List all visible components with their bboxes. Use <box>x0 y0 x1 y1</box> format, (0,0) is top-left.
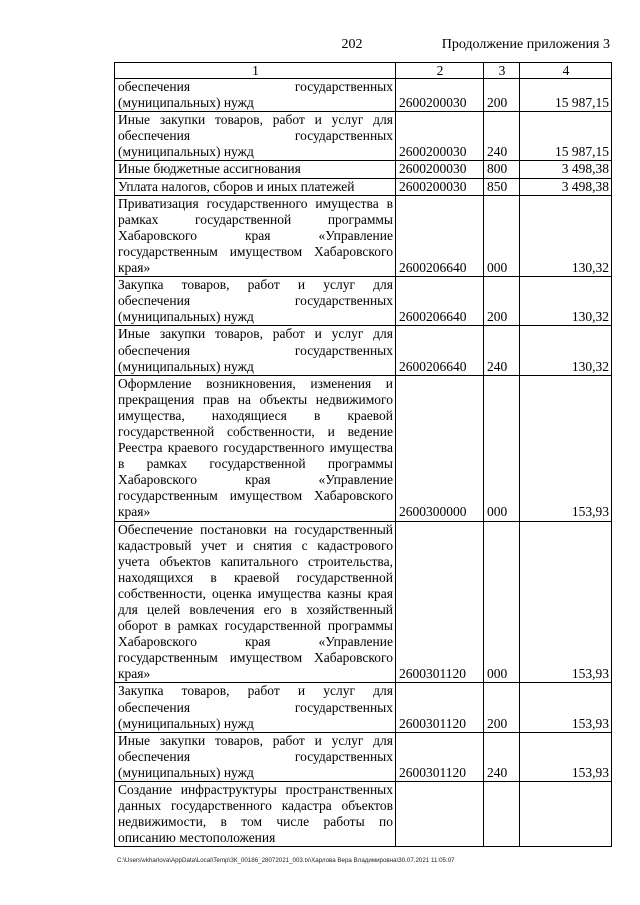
row-type: 200 <box>484 79 520 112</box>
row-type: 000 <box>484 521 520 683</box>
table-header-row <box>115 63 612 79</box>
table-row <box>115 195 612 276</box>
row-name: Оформление возникновения, изменения и прекращения прав на объекты недвижимого имущества, находящиеся в краевой государственной собственности, и ведение Реестра краевого государственного имущества в рамках государственной программы Хабаровского края «Управление государственным имуществом Хабаровского края» <box>115 375 396 521</box>
row-code: 2600206640 <box>396 195 484 276</box>
table-row <box>115 277 612 326</box>
row-type: 800 <box>484 161 520 178</box>
row-code <box>396 782 484 847</box>
row-amount: 153,93 <box>520 732 612 781</box>
row-code: 2600300000 <box>396 375 484 521</box>
row-type <box>484 782 520 847</box>
row-type: 850 <box>484 178 520 195</box>
row-code: 2600200030 <box>396 79 484 112</box>
row-type: 000 <box>484 195 520 276</box>
row-type: 240 <box>484 326 520 375</box>
table-row <box>115 732 612 781</box>
row-name: Иные закупки товаров, работ и услуг для обеспечения государственных (муниципальных) нужд <box>115 112 396 161</box>
table-row <box>115 375 612 521</box>
row-name: обеспечения государственных (муниципальных) нужд <box>115 79 396 112</box>
row-amount: 130,32 <box>520 326 612 375</box>
row-amount: 153,93 <box>520 683 612 732</box>
row-amount: 3 498,38 <box>520 161 612 178</box>
row-amount: 15 987,15 <box>520 112 612 161</box>
row-code: 2600301120 <box>396 521 484 683</box>
file-path-footer: C:\Users\vkharlova\AppData\Local\Temp\ЗК_00186_28072021_003.tx\Харлова Вера Владимировна\30.07.2021 11:05:07 <box>117 857 455 864</box>
column-header: 1 <box>115 63 396 79</box>
row-code: 2600301120 <box>396 732 484 781</box>
row-name: Иные закупки товаров, работ и услуг для обеспечения государственных (муниципальных) нужд <box>115 732 396 781</box>
table-row <box>115 521 612 683</box>
column-header: 4 <box>520 63 612 79</box>
row-name: Приватизация государственного имущества в рамках государственной программы Хабаровского края «Управление государственным имуществом Хабаровского края» <box>115 195 396 276</box>
row-name: Закупка товаров, работ и услуг для обеспечения государственных (муниципальных) нужд <box>115 277 396 326</box>
row-type: 240 <box>484 732 520 781</box>
row-amount: 130,32 <box>520 195 612 276</box>
budget-table <box>114 62 612 847</box>
row-name: Создание инфраструктуры пространственных данных государственного кадастра объектов недвижимости, в том числе работы по описанию местоположения <box>115 782 396 847</box>
row-name: Иные бюджетные ассигнования <box>115 161 396 178</box>
row-type: 200 <box>484 683 520 732</box>
row-code: 2600301120 <box>396 683 484 732</box>
row-name: Иные закупки товаров, работ и услуг для обеспечения государственных (муниципальных) нужд <box>115 326 396 375</box>
row-type: 000 <box>484 375 520 521</box>
row-amount: 130,32 <box>520 277 612 326</box>
row-type: 240 <box>484 112 520 161</box>
table-row <box>115 326 612 375</box>
table-row <box>115 782 612 847</box>
continuation-label: Продолжение приложения 3 <box>441 37 610 52</box>
row-amount: 153,93 <box>520 375 612 521</box>
row-name: Уплата налогов, сборов и иных платежей <box>115 178 396 195</box>
column-header: 2 <box>396 63 484 79</box>
table-row <box>115 112 612 161</box>
row-code: 2600200030 <box>396 178 484 195</box>
row-code: 2600200030 <box>396 161 484 178</box>
table-row <box>115 161 612 178</box>
table-row <box>115 79 612 112</box>
row-amount <box>520 782 612 847</box>
row-type: 200 <box>484 277 520 326</box>
column-header: 3 <box>484 63 520 79</box>
row-amount: 3 498,38 <box>520 178 612 195</box>
row-name: Обеспечение постановки на государственный кадастровый учет и снятия с кадастрового учета объектов капитального строительства, находящихся в краевой государственной собственности, оценка имущества казны края для целей вовлечения его в хозяйственный оборот в рамках государственной программы Хабаровского края «Управление государственным имуществом Хабаровского края» <box>115 521 396 683</box>
row-amount: 15 987,15 <box>520 79 612 112</box>
table-row <box>115 683 612 732</box>
row-code: 2600206640 <box>396 277 484 326</box>
table-row <box>115 178 612 195</box>
row-name: Закупка товаров, работ и услуг для обеспечения государственных (муниципальных) нужд <box>115 683 396 732</box>
page-number: 202 <box>341 37 363 52</box>
row-code: 2600206640 <box>396 326 484 375</box>
row-code: 2600200030 <box>396 112 484 161</box>
row-amount: 153,93 <box>520 521 612 683</box>
